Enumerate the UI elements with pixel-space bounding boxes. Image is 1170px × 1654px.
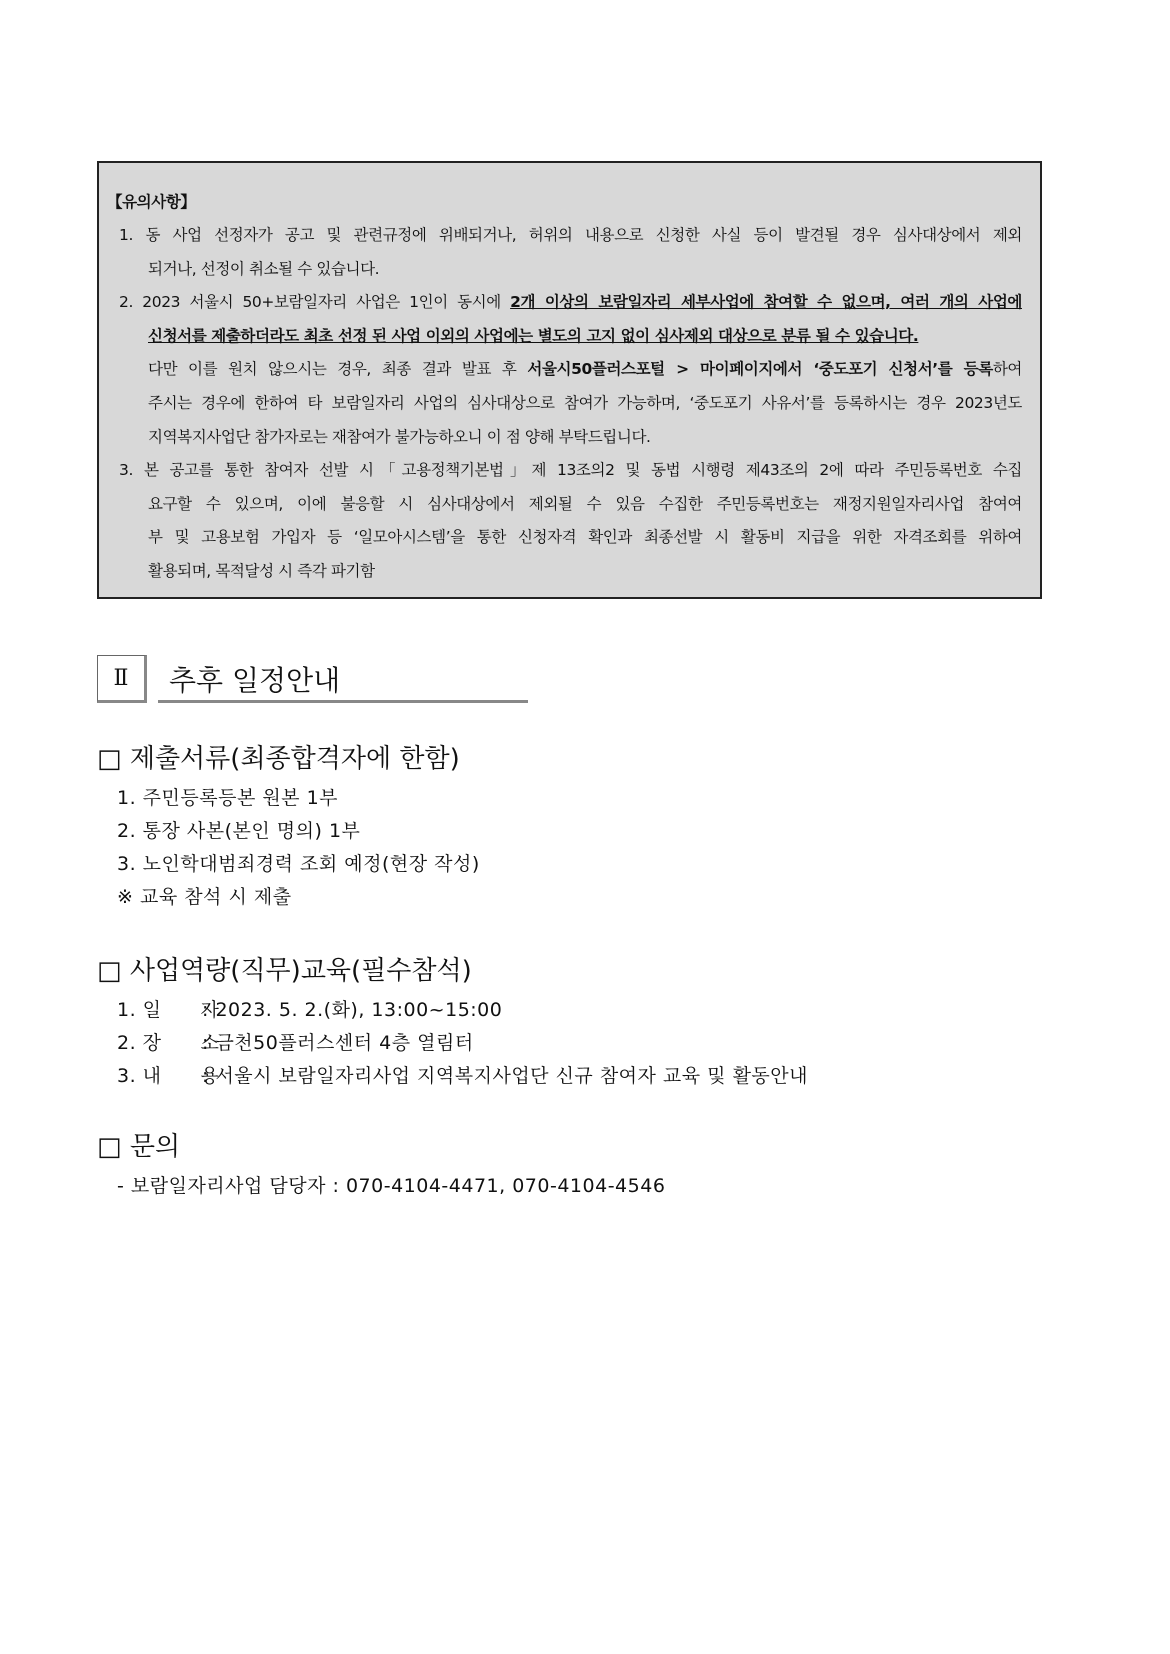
notice-box	[97, 161, 1042, 599]
documents-note: ※ 교육 참석 시 제출	[117, 886, 292, 908]
notice-line: 활용되며, 목적달성 시 즉각 파기함	[148, 561, 375, 580]
notice-title: 【유의사항】	[107, 193, 196, 211]
training-item: 1. 일 자: 2023. 5. 2.(화), 13:00~15:00	[117, 999, 503, 1021]
notice-line: 3. 본 공고를 통한 참여자 선발 시「고용정책기본법」제 13조의2 및 동법 시행령 제43조의 2에 따라 주민등록번호 수집	[119, 461, 1022, 480]
documents-item: 3. 노인학대범죄경력 조회 예정(현장 작성)	[117, 853, 480, 875]
notice-line: 부 및 고용보험 가입자 등 ‘일모아시스템’을 통한 신청자격 확인과 최종선발 시 활동비 지급을 위한 자격조회를 위하여	[148, 528, 1022, 547]
notice-line: 요구할 수 있으며, 이에 불응할 시 심사대상에서 제외될 수 있음 수집한 주민등록번호는 재정지원일자리사업 참여여	[148, 494, 1022, 513]
documents-item: 2. 통장 사본(본인 명의) 1부	[117, 820, 361, 842]
section-underline	[158, 700, 528, 703]
notice-line: 주시는 경우에 한하여 타 보람일자리 사업의 심사대상으로 참여가 가능하며, ‘중도포기 사유서’를 등록하시는 경우 2023년도	[148, 393, 1022, 412]
notice-line: 신청서를 제출하더라도 최초 선정 된 사업 이외의 사업에는 별도의 고지 없이 심사제외 대상으로 분류 될 수 있습니다.	[148, 326, 919, 345]
contact-text: - 보람일자리사업 담당자 : 070-4104-4471, 070-4104-4546	[117, 1175, 666, 1197]
section-title: 추후 일정안내	[169, 664, 341, 697]
training-heading: □ 사업역량(직무)교육(필수참석)	[97, 956, 472, 986]
section-numeral: Ⅱ	[97, 655, 147, 703]
documents-heading: □ 제출서류(최종합격자에 한함)	[97, 744, 460, 774]
notice-line: 지역복지사업단 참가자로는 재참여가 불가능하오니 이 점 양해 부탁드립니다.	[148, 427, 651, 446]
notice-line: 다만 이를 원치 않으시는 경우, 최종 결과 발표 후 서울시50플러스포털 > 마이페이지에서 ‘중도포기 신청서’를 등록하여	[148, 360, 1022, 379]
training-item: 2. 장 소: 금천50플러스센터 4층 열림터	[117, 1032, 474, 1054]
notice-line: 되거나, 선정이 취소될 수 있습니다.	[148, 259, 380, 278]
documents-item: 1. 주민등록등본 원본 1부	[117, 787, 339, 809]
training-item: 3. 내 용: 서울시 보람일자리사업 지역복지사업단 신규 참여자 교육 및 활동안내	[117, 1065, 808, 1087]
contact-heading: □ 문의	[97, 1132, 181, 1162]
notice-line: 1. 동 사업 선정자가 공고 및 관련규정에 위배되거나, 허위의 내용으로 신청한 사실 등이 발견될 경우 심사대상에서 제외	[119, 226, 1022, 244]
notice-line: 2. 2023 서울시 50+보람일자리 사업은 1인이 동시에 2개 이상의 보람일자리 세부사업에 참여할 수 없으며, 여러 개의 사업에	[119, 293, 1022, 312]
